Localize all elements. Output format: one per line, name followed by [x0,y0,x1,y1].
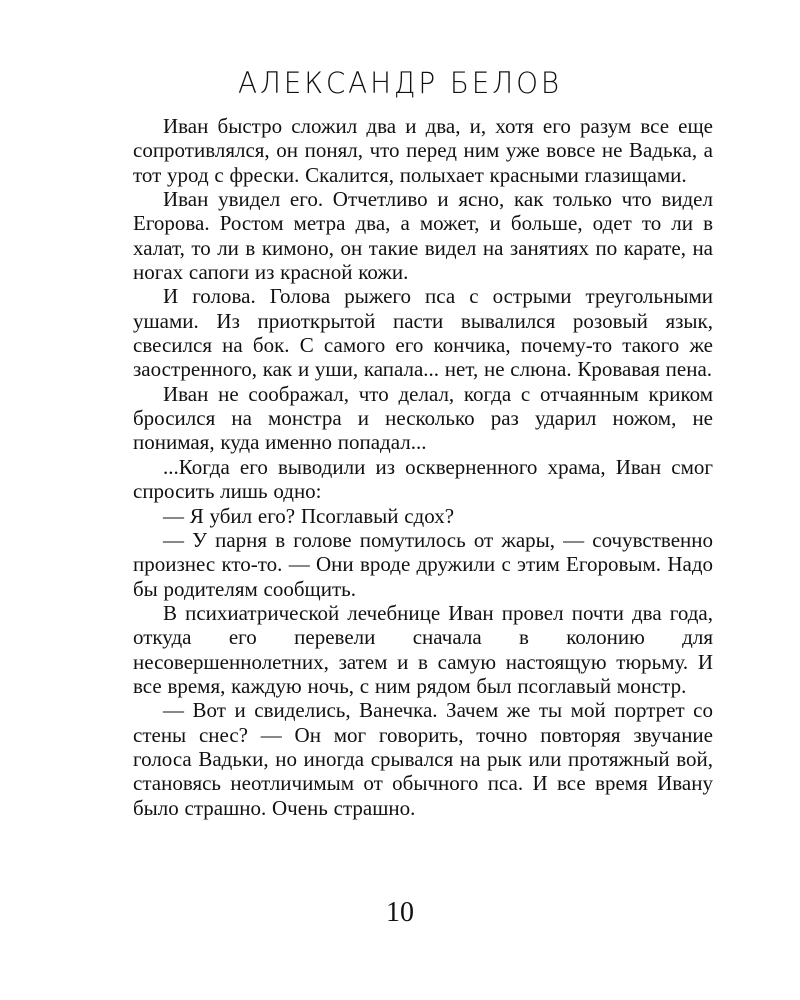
paragraph: В психиатрической лечебнице Иван провел почти два года, откуда его перевели сначала в колонию для несовершеннолетних, затем и в самую настоящую тюрьму. И все время, каждую ночь, с ним рядом был псоглавый монстр. [133,600,713,698]
paragraph: — Вот и свиделись, Ванечка. Зачем же ты мой портрет со стены снес? — Он мог говорить, точно повторяя звучание голоса Вадьки, но иногда срывался на рык или протяжный вой, становясь неотличимым от обычного пса. И все время Ивану было страшно. Очень страшно. [133,698,713,820]
paragraph: И голова. Голова рыжего пса с острыми треугольными ушами. Из приоткрытой пасти вывалился розовый язык, свесился на бок. С самого его кончика, почему-то такого же заостренного, как и уши, капала... нет, не слюна. Кровавая пена. [133,284,713,382]
paragraph: Иван быстро сложил два и два, и, хотя его разум все еще сопротивлялся, он понял, что перед ним уже вовсе не Вадька, а тот урод с фрески. Скалится, полыхает красными глазищами. [133,114,713,187]
paragraph: — У парня в голове помутилось от жары, — сочувственно произнес кто-то. — Они вроде дружили с этим Егоровым. Надо бы родителям сообщить. [133,527,713,601]
body-text [133,114,713,820]
paragraph: ...Когда его выводили из оскверненного храма, Иван смог спросить лишь одно: [133,454,713,504]
paragraph: — Я убил его? Псоглавый сдох? [163,503,455,528]
running-header-author: АЛЕКСАНДР БЕЛОВ [238,66,562,100]
paragraph: Иван не соображал, что делал, когда с отчаянным криком бросился на монстра и несколько раз ударил ножом, не понимая, куда именно попадал... [133,381,713,455]
paragraph: Иван увидел его. Отчетливо и ясно, как только что видел Егорова. Ростом метра два, а может, и больше, одет то ли в халат, то ли в кимоно, он такие видел на занятиях по карате, на ногах сапоги из красной кожи. [133,187,713,285]
page-number: 10 [386,897,414,928]
